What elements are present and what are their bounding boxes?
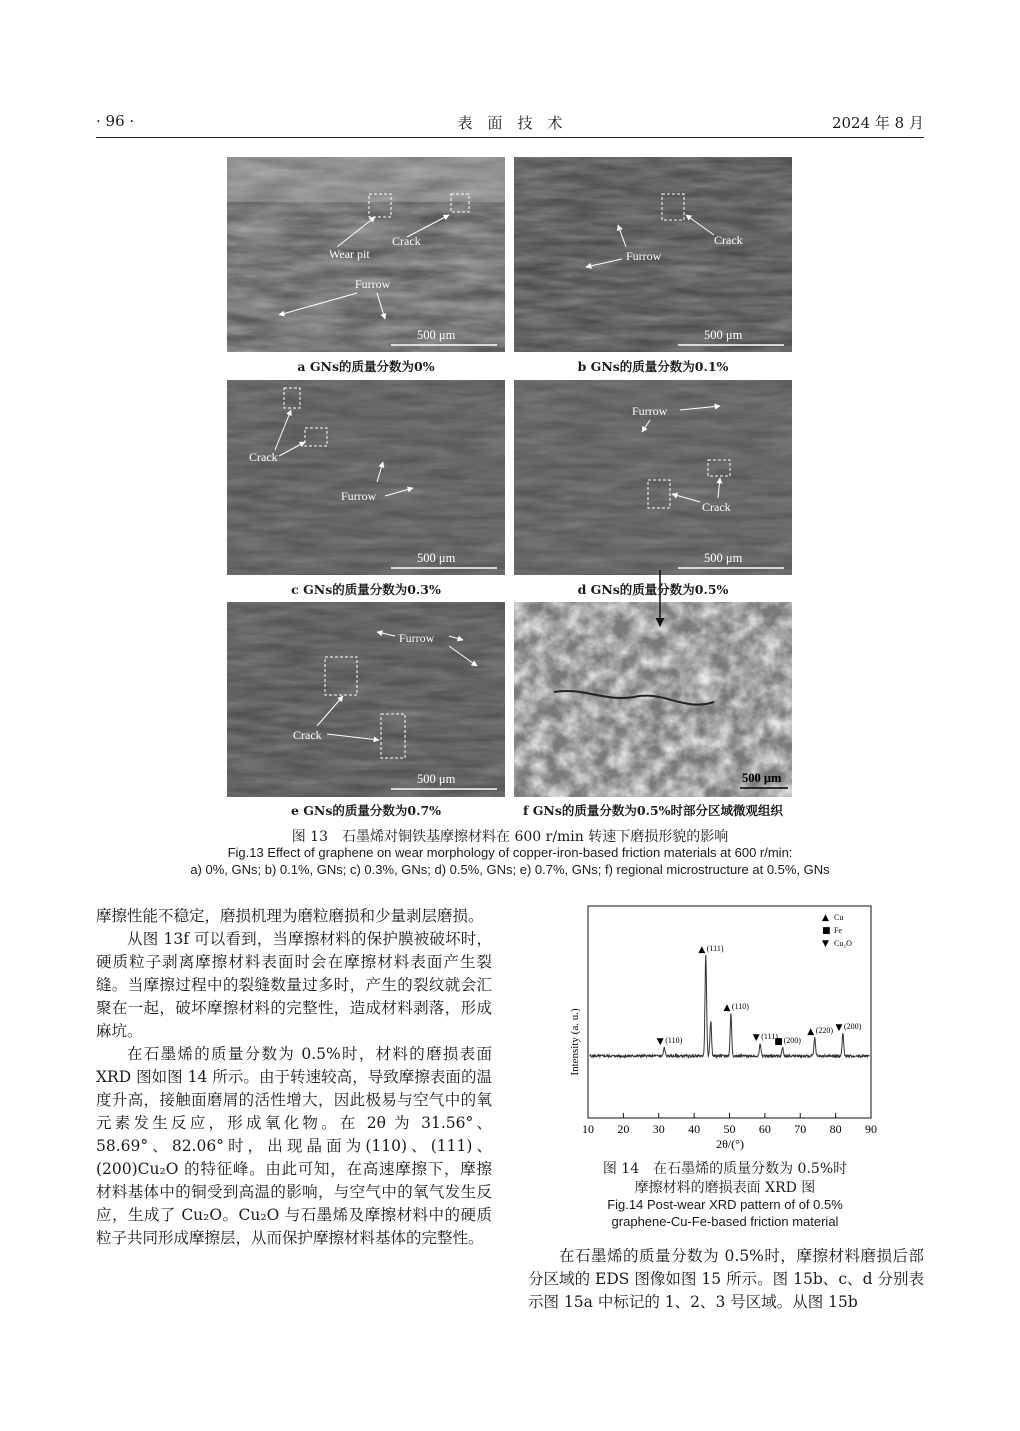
caption-d: d GNs的质量分数为0.5% xyxy=(577,582,729,597)
peak-marker: ■ xyxy=(774,1037,783,1047)
sem-panel-b xyxy=(514,157,792,352)
journal-name: 表 面 技 术 xyxy=(457,114,563,132)
caption-b: b GNs的质量分数为0.1% xyxy=(577,359,729,374)
peak-label: (220) xyxy=(815,1026,834,1035)
peak-label: (111) xyxy=(761,1032,778,1041)
legend-label: Cu xyxy=(834,913,844,922)
peak-marker: ▲ xyxy=(723,1003,731,1013)
sem-panel-d xyxy=(514,380,792,575)
figure13-title-en-2: a) 0%, GNs; b) 0.1%, GNs; c) 0.3%, GNs; d) 0.5%, GNs; e) 0.7%, GNs; f) regional microstructure at 0.5%, GNs xyxy=(190,862,830,877)
label-crack: Crack xyxy=(249,450,278,464)
sem-panel-e xyxy=(227,602,505,797)
scale-bar-label: 500 μm xyxy=(704,328,743,342)
peak-marker: ▲ xyxy=(698,945,706,955)
peak-label: (111) xyxy=(706,944,724,953)
scale-bar-label: 500 μm xyxy=(704,551,743,565)
figure13-title-zh: 图 13 石墨烯对铜铁基摩擦材料在 600 r/min 转速下磨损形貌的影响 xyxy=(291,829,729,845)
label-crack: Crack xyxy=(702,500,731,514)
label-furrow: Furrow xyxy=(355,277,391,291)
legend-symbol: ▲ xyxy=(822,913,829,923)
x-tick-label: 70 xyxy=(794,1122,807,1136)
figure14-title-en-1: Fig.14 Post-wear XRD pattern of of 0.5% xyxy=(607,1197,843,1212)
header-rule xyxy=(96,137,924,138)
figure14-title-zh-1: 图 14 在石墨烯的质量分数为 0.5%时 xyxy=(602,1161,848,1177)
x-tick-label: 10 xyxy=(582,1122,594,1136)
x-tick-label: 20 xyxy=(617,1122,630,1136)
x-tick-label: 90 xyxy=(865,1122,877,1136)
link-arrow-d-to-f xyxy=(650,570,670,632)
scale-bar-label: 500 μm xyxy=(417,551,456,565)
peak-marker: ▼ xyxy=(656,1037,664,1047)
issue-date: 2024 年 8 月 xyxy=(831,114,924,132)
x-tick-label: 40 xyxy=(688,1122,701,1136)
scale-bar-label: 500 μm xyxy=(417,772,456,786)
label-furrow: Furrow xyxy=(626,249,662,263)
page-number: · 96 · xyxy=(96,112,135,130)
scale-bar-label: 500 μm xyxy=(417,328,456,342)
peak-label: (110) xyxy=(665,1036,683,1045)
label-wear-pit: Wear pit xyxy=(329,247,370,261)
x-tick-label: 50 xyxy=(723,1122,736,1136)
caption-f: f GNs的质量分数为0.5%时部分区域微观组织 xyxy=(523,803,783,818)
x-tick-label: 30 xyxy=(652,1122,665,1136)
paragraph: 摩擦性能不稳定，磨损机理为磨粒磨损和少量剥层磨损。 xyxy=(96,907,484,925)
paragraph: 从图 13f 可以看到，当摩擦材料的保护膜被破坏时，硬质粒子剥离摩擦材料表面时会在摩擦材料表面产生裂缝。当摩擦过程中的裂缝数量过多时，产生的裂纹就会汇聚在一起，破坏摩擦材料的完整性，造成材料剥落，形成麻坑。 xyxy=(96,930,492,1040)
figure14-title-en-2: graphene-Cu-Fe-based friction material xyxy=(611,1214,839,1229)
caption-a: a GNs的质量分数为0% xyxy=(297,359,435,374)
label-crack: Crack xyxy=(293,728,322,742)
legend-symbol: ▼ xyxy=(822,939,829,949)
label-crack: Crack xyxy=(714,233,743,247)
caption-c: c GNs的质量分数为0.3% xyxy=(291,582,441,597)
paragraph: 在石墨烯的质量分数为 0.5%时，摩擦材料磨损后部分区域的 EDS 图像如图 15 所示。图 15b、c、d 分别表示图 15a 中标记的 1、2、3 号区域。从图 15b xyxy=(528,1247,924,1311)
legend-label: Cu₂O xyxy=(834,939,852,948)
label-furrow: Furrow xyxy=(632,404,668,418)
y-axis-label: Intensity (a. u.) xyxy=(569,1008,581,1076)
xrd-chart xyxy=(560,900,890,1154)
x-tick-label: 60 xyxy=(758,1122,771,1136)
figure13-title-en-1: Fig.13 Effect of graphene on wear morphology of copper-iron-based friction materials at 600 r/min: xyxy=(227,845,793,860)
scale-bar-label: 500 μm xyxy=(742,771,782,785)
sem-panel-c xyxy=(227,380,505,575)
paragraph: 在石墨烯的质量分数为 0.5%时，材料的磨损表面 XRD 图如图 14 所示。由于转速较高，导致摩擦表面的温度升高，接触面磨屑的活性增大，因此极易与空气中的氧元素发生反应，形成氧化物。在 2θ 为 31.56°、58.69°、82.06°时，出现晶面为(110)、(111)、(200)Cu₂O 的特征峰。由此可知，在高速摩擦下，摩擦材料基体中的铜受到高温的影响，与空气中的氧气发生反应，生成了 Cu₂O。Cu₂O 与石墨烯及摩擦材料中的硬质粒子共同形成摩擦层，从而保护摩擦材料基体的完整性。 xyxy=(96,1045,492,1247)
peak-label: (110) xyxy=(731,1002,749,1011)
peak-label: (200) xyxy=(843,1022,862,1031)
peak-marker: ▲ xyxy=(807,1027,815,1037)
legend-symbol: ■ xyxy=(822,926,831,936)
x-axis-label: 2θ/(°) xyxy=(716,1137,744,1151)
x-tick-label: 80 xyxy=(829,1122,842,1136)
peak-label: (200) xyxy=(783,1036,801,1045)
peak-marker: ▼ xyxy=(835,1023,843,1033)
figure14-title-zh-2: 摩擦材料的磨损表面 XRD 图 xyxy=(634,1180,816,1196)
legend-label: Fe xyxy=(834,926,842,935)
label-crack: Crack xyxy=(392,234,421,248)
caption-e: e GNs的质量分数为0.7% xyxy=(290,803,442,818)
right-text-column xyxy=(528,1245,924,1314)
sem-panel-a xyxy=(227,157,505,352)
label-furrow: Furrow xyxy=(399,631,435,645)
peak-marker: ▼ xyxy=(752,1033,760,1043)
label-furrow: Furrow xyxy=(341,489,377,503)
left-text-column xyxy=(96,905,492,1250)
